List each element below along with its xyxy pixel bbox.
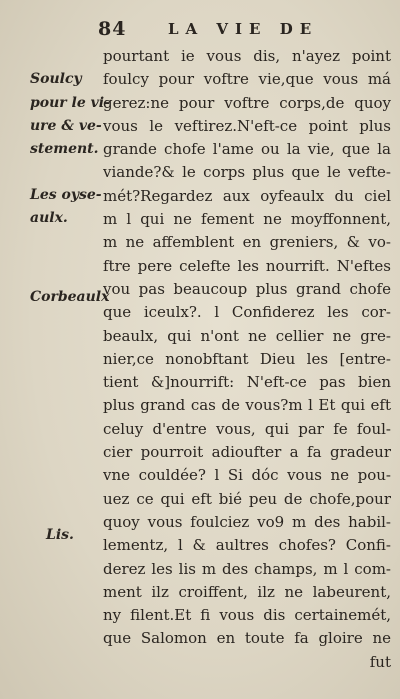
text-line: vou pas beaucoup plus grand chofe [103, 279, 391, 298]
text-line: uez ce qui eft bié peu de chofe,pour [103, 489, 391, 508]
text-line: derez les lis m des champs, m l com- [103, 559, 391, 578]
text-line: tient &]nourrift: N'eft-ce pas bien [103, 373, 391, 392]
text-line: ment ilz croiffent, ilz ne labeurent, [103, 582, 391, 601]
text-line: ftre pere celefte les nourrift. N'eftes [103, 256, 391, 275]
text-line: que iceulx?. l Confiderez les cor- [103, 303, 391, 322]
text-line: vne couldée? l Si dóc vous ne pou- [103, 466, 391, 485]
margin-note-lis: Lis. [46, 527, 74, 543]
text-line: ny filent.Et fi vous dis certainemét, [103, 606, 391, 625]
text-line: celuy d'entre vous, qui par fe foul- [103, 419, 391, 438]
text-line: que Salomon en toute fa gloire ne [103, 629, 391, 648]
text-line: foulcy pour voftre vie,que vous má [103, 70, 391, 89]
margin-note-soulcy-2: pour le vi- [30, 95, 110, 111]
text-line: grande chofe l'ame ou la vie, que la [103, 140, 391, 159]
text-line: plus grand cas de vous?m l Et qui eft [103, 396, 391, 415]
page-number: 84 [98, 18, 127, 40]
text-line: beaulx, qui n'ont ne cellier ne gre- [103, 326, 391, 345]
text-line: vous le veftirez.N'eft-ce point plus [103, 116, 391, 135]
text-line: viande?& le corps plus que le vefte- [103, 163, 391, 182]
text-line: m ne affemblent en greniers, & vo- [103, 233, 391, 252]
page-header [0, 18, 400, 46]
text-line: cier pourroit adioufter a fa gradeur [103, 443, 391, 462]
text-line: lementz, l & aultres chofes? Confi- [103, 536, 391, 555]
margin-note-oyseaulx-1: Les oyse- [30, 187, 102, 203]
text-line: quoy vous foulciez vo9 m des habil- [103, 512, 391, 531]
text-line: m l qui ne fement ne moyffonnent, [103, 210, 391, 229]
margin-note-soulcy-1: Soulcy [30, 71, 82, 87]
margin-note-soulcy-3: ure & ve- [30, 118, 102, 134]
margin-note-oyseaulx-2: aulx. [30, 210, 68, 226]
running-head: LA VIE DE [168, 20, 319, 38]
catchword: fut [369, 652, 391, 671]
text-line: gerez:ne pour voftre corps,de quoy [103, 93, 391, 112]
text-line: pourtant ie vous dis, n'ayez point [103, 47, 391, 65]
margin-note-corbeaulx: Corbeaulx [30, 289, 110, 305]
text-line: mét?Regardez aux oyfeaulx du ciel [103, 186, 391, 205]
margin-note-soulcy-4: stement. [30, 141, 99, 157]
body-text [103, 45, 391, 674]
text-line: nier,ce nonobftant Dieu les [entre- [103, 349, 391, 368]
